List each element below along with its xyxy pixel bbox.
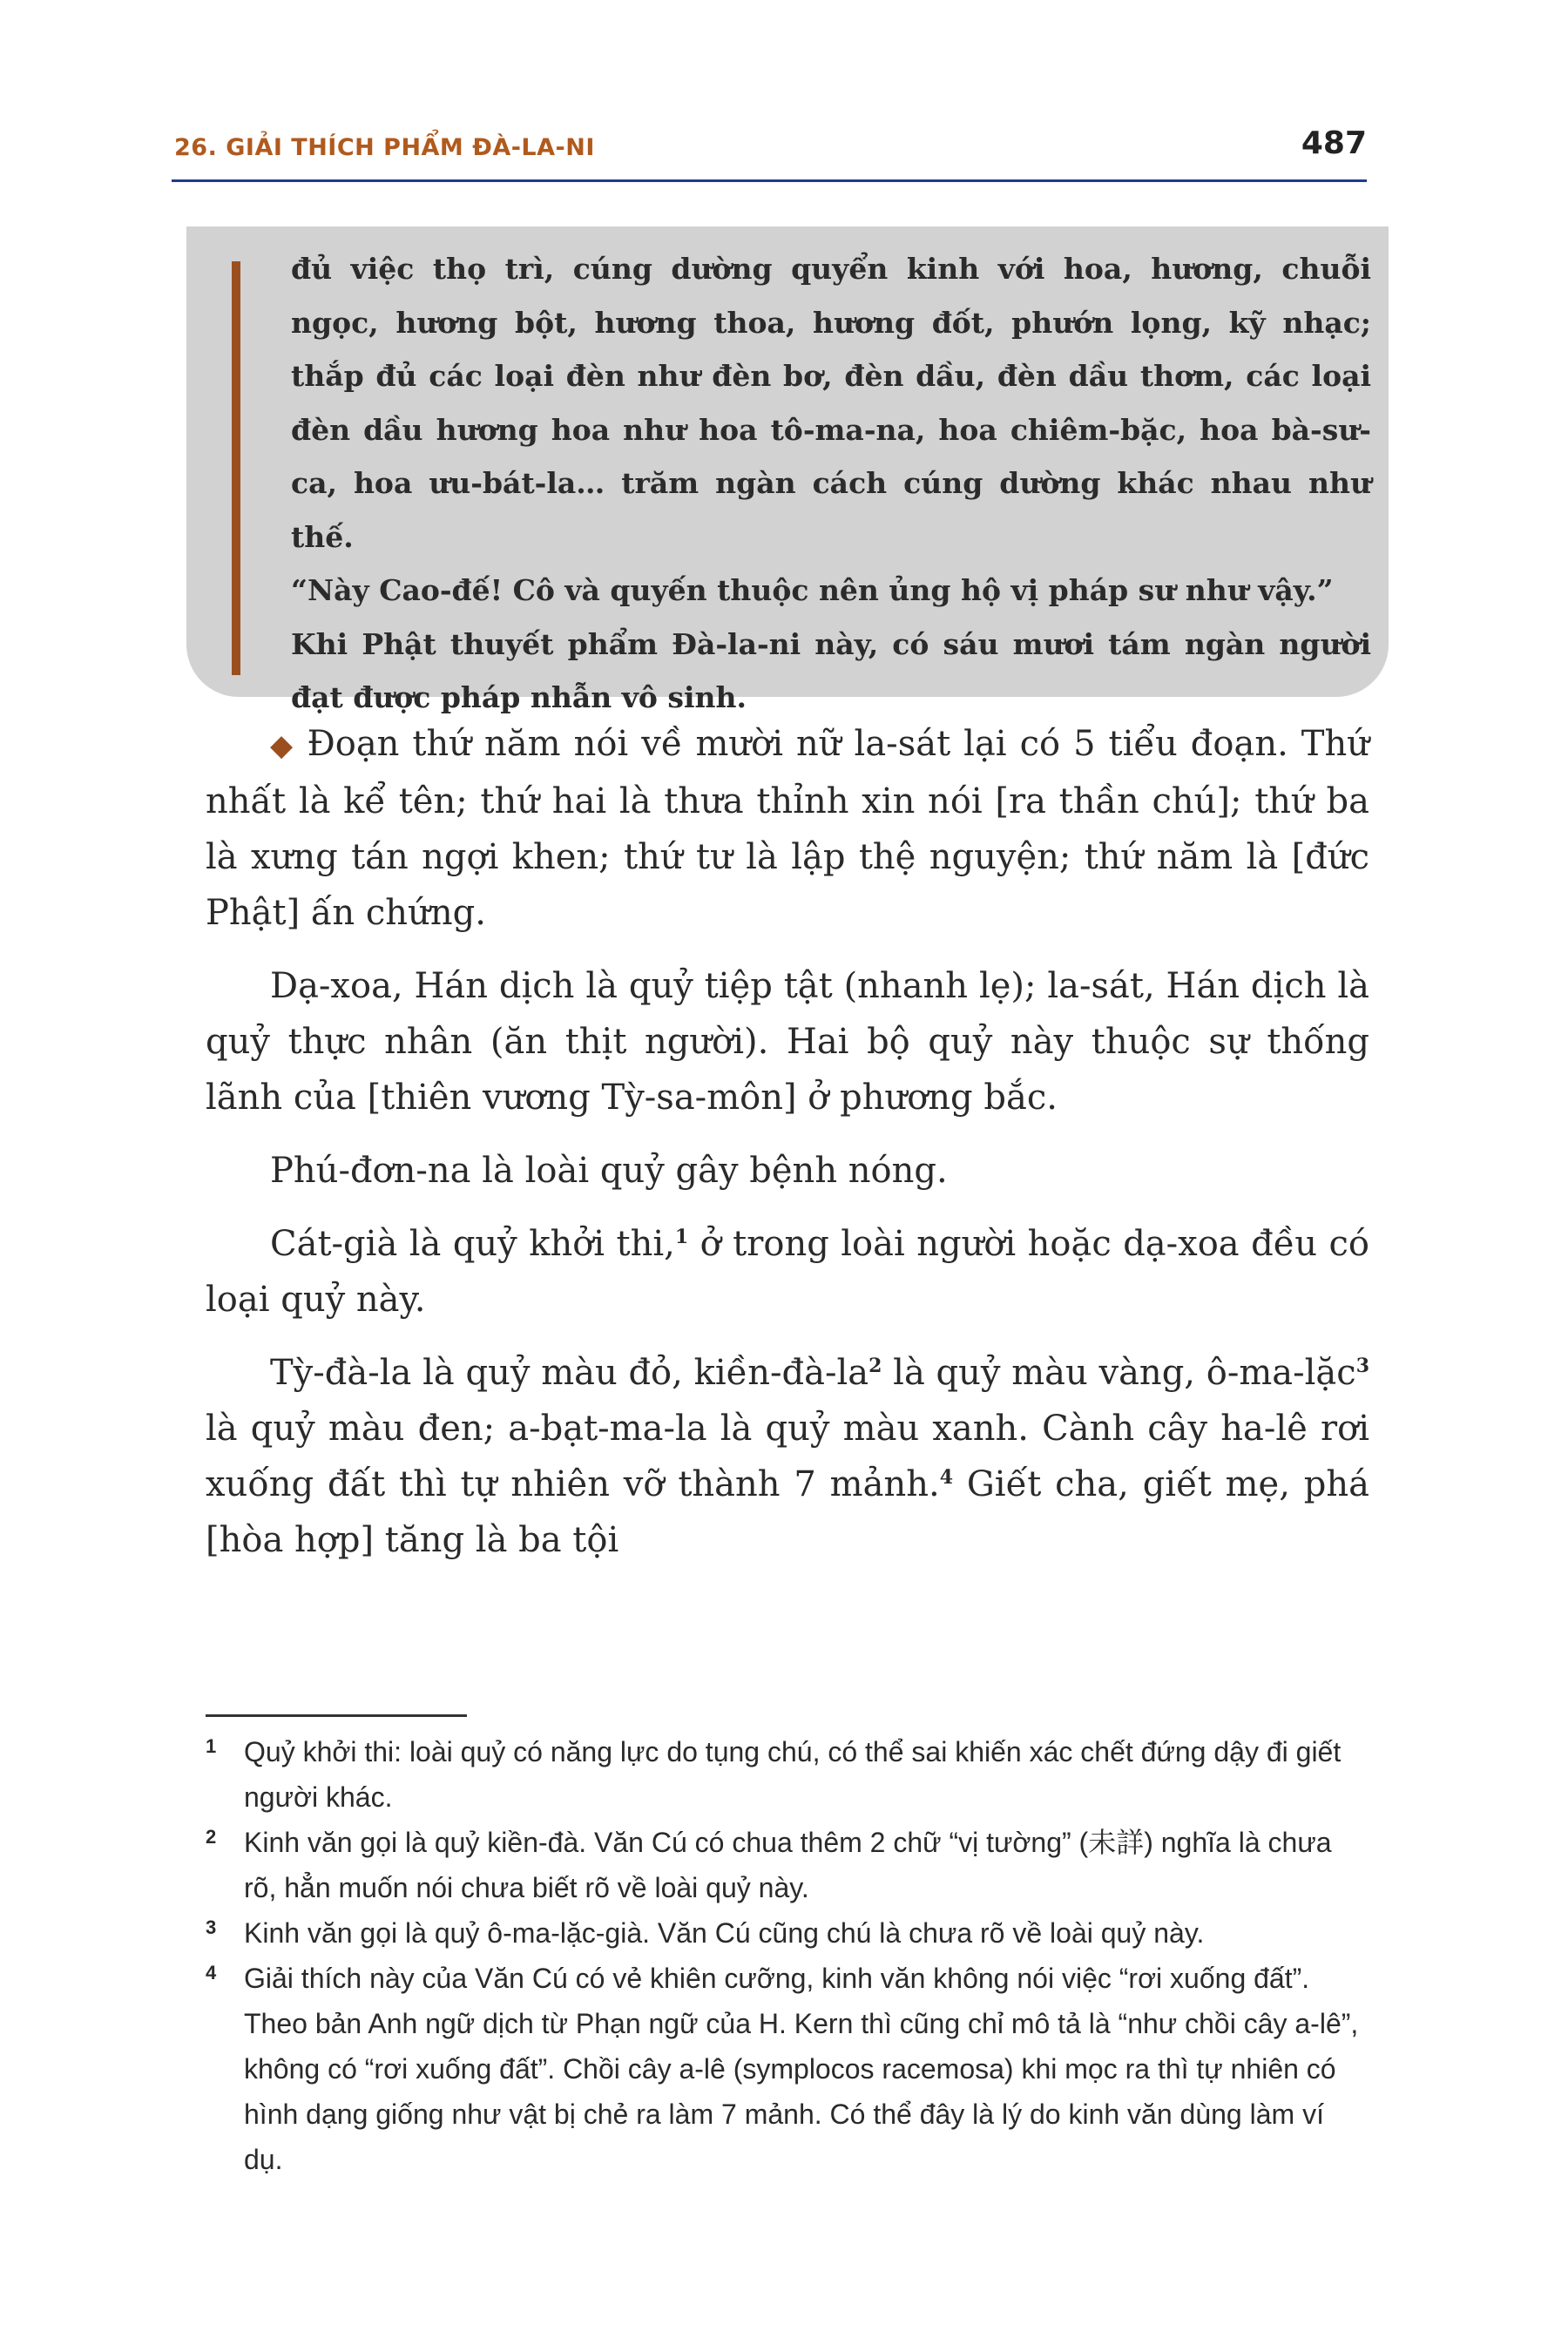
quote-accent-bar [232, 261, 240, 675]
footnote-number: 4 [206, 1962, 217, 1984]
running-header [172, 117, 1367, 182]
footnote-ref[interactable]: 1 [674, 1226, 689, 1248]
footnote-number: 2 [206, 1826, 217, 1848]
page-number: 487 [1301, 125, 1367, 161]
footnote-text: Quỷ khởi thi: loài quỷ có năng lực do tụng chú, có thể sai khiến xác chết đứng dậy đi giết người khác. [244, 1736, 1342, 1813]
footnote [206, 1910, 1369, 1956]
footnote-divider [206, 1714, 467, 1717]
scripture-quote-box [186, 226, 1389, 714]
footnote-text: Kinh văn gọi là quỷ ô-ma-lặc-già. Văn Cú cũng chú là chưa rõ về loài quỷ này. [244, 1917, 1205, 1949]
quote-text [291, 242, 1371, 725]
quote-paragraph: Khi Phật thuyết phẩm Đà-la-ni này, có sáu mươi tám ngàn người đạt được pháp nhẫn vô sinh. [291, 626, 1371, 714]
footnote-text: Giải thích này của Văn Cú có vẻ khiên cưỡng, kinh văn không nói việc “rơi xuống đất”. Theo bản Anh ngữ dịch từ Phạn ngữ của H. Kern thì cũng chỉ mô tả là “như chồi cây a-lê”, không có “rơi xuống đất”. Chồi cây a-lê (symplocos racemosa) khi mọc ra thì tự nhiên có hình dạng giống như vật bị chẻ ra làm 7 mảnh. Có thể đây là lý do kinh văn dùng làm ví dụ. [244, 1963, 1359, 2175]
diamond-bullet-icon: ◆ [270, 728, 295, 763]
footnotes [206, 1729, 1369, 2182]
footnote-ref[interactable]: 2 [868, 1355, 882, 1377]
footnote [206, 1956, 1369, 2182]
body-paragraph: ◆ Đoạn thứ năm nói về mười nữ la-sát lại có 5 tiểu đoạn. Thứ nhất là kể tên; thứ hai là thưa thỉnh xin nói [ra thần chú]; thứ ba là xưng tán ngợi khen; thứ tư là lập thệ nguyện; thứ năm là [đức Phật] ấn chứng. [206, 724, 1370, 933]
footnote-number: 3 [206, 1916, 217, 1938]
quote-paragraph: đủ việc thọ trì, cúng dường quyển kinh với hoa, hương, chuỗi ngọc, hương bột, hương thoa, hương đốt, phướn lọng, kỹ nhạc; thắp đủ các loại đèn như đèn bơ, đèn dầu, đèn dầu thơm, các loại đèn dầu hương hoa như hoa tô-ma-na, hoa chiêm-bặc, hoa bà-sư-ca, hoa ưu-bát-la… trăm ngàn cách cúng dường khác nhau như thế. [291, 252, 1371, 554]
chapter-title: 26. GIẢI THÍCH PHẨM ĐÀ-LA-NI [174, 134, 595, 161]
quote-paragraph: “Này Cao-đế! Cô và quyến thuộc nên ủng hộ vị pháp sư như vậy.” [291, 573, 1334, 607]
footnote-text: Kinh văn gọi là quỷ kiền-đà. Văn Cú có chua thêm 2 chữ “vị tường” (未詳) nghĩa là chưa rõ, hẳn muốn nói chưa biết rõ về loài quỷ này. [244, 1827, 1332, 1903]
body-paragraph: Tỳ-đà-la là quỷ màu đỏ, kiền-đà-la$^2$ là quỷ màu vàng, ô-ma-lặc$^3$ là quỷ màu đen; a-bạt-ma-la là quỷ màu xanh. Cành cây ha-lê rơi xuống đất thì tự nhiên vỡ thành 7 mảnh.$^4$ Giết cha, giết mẹ, phá [hòa hợp] tăng là ba tội [206, 1353, 1369, 1560]
body-paragraph: Cát-già là quỷ khởi thi,$^1$ ở trong loài người hoặc dạ-xoa đều có loại quỷ này. [206, 1224, 1369, 1320]
footnote [206, 1729, 1369, 1820]
footnote [206, 1820, 1369, 1910]
body-paragraph: Dạ-xoa, Hán dịch là quỷ tiệp tật (nhanh lẹ); la-sát, Hán dịch là quỷ thực nhân (ăn thịt người). Hai bộ quỷ này thuộc sự thống lãnh của [thiên vương Tỳ-sa-môn] ở phương bắc. [206, 966, 1369, 1118]
footnote-number: 1 [206, 1735, 217, 1757]
footnote-ref[interactable]: 4 [939, 1466, 953, 1489]
main-text [206, 716, 1369, 1585]
footnote-ref[interactable]: 3 [1355, 1355, 1369, 1377]
body-paragraph: Phú-đơn-na là loài quỷ gây bệnh nóng. [270, 1151, 948, 1191]
